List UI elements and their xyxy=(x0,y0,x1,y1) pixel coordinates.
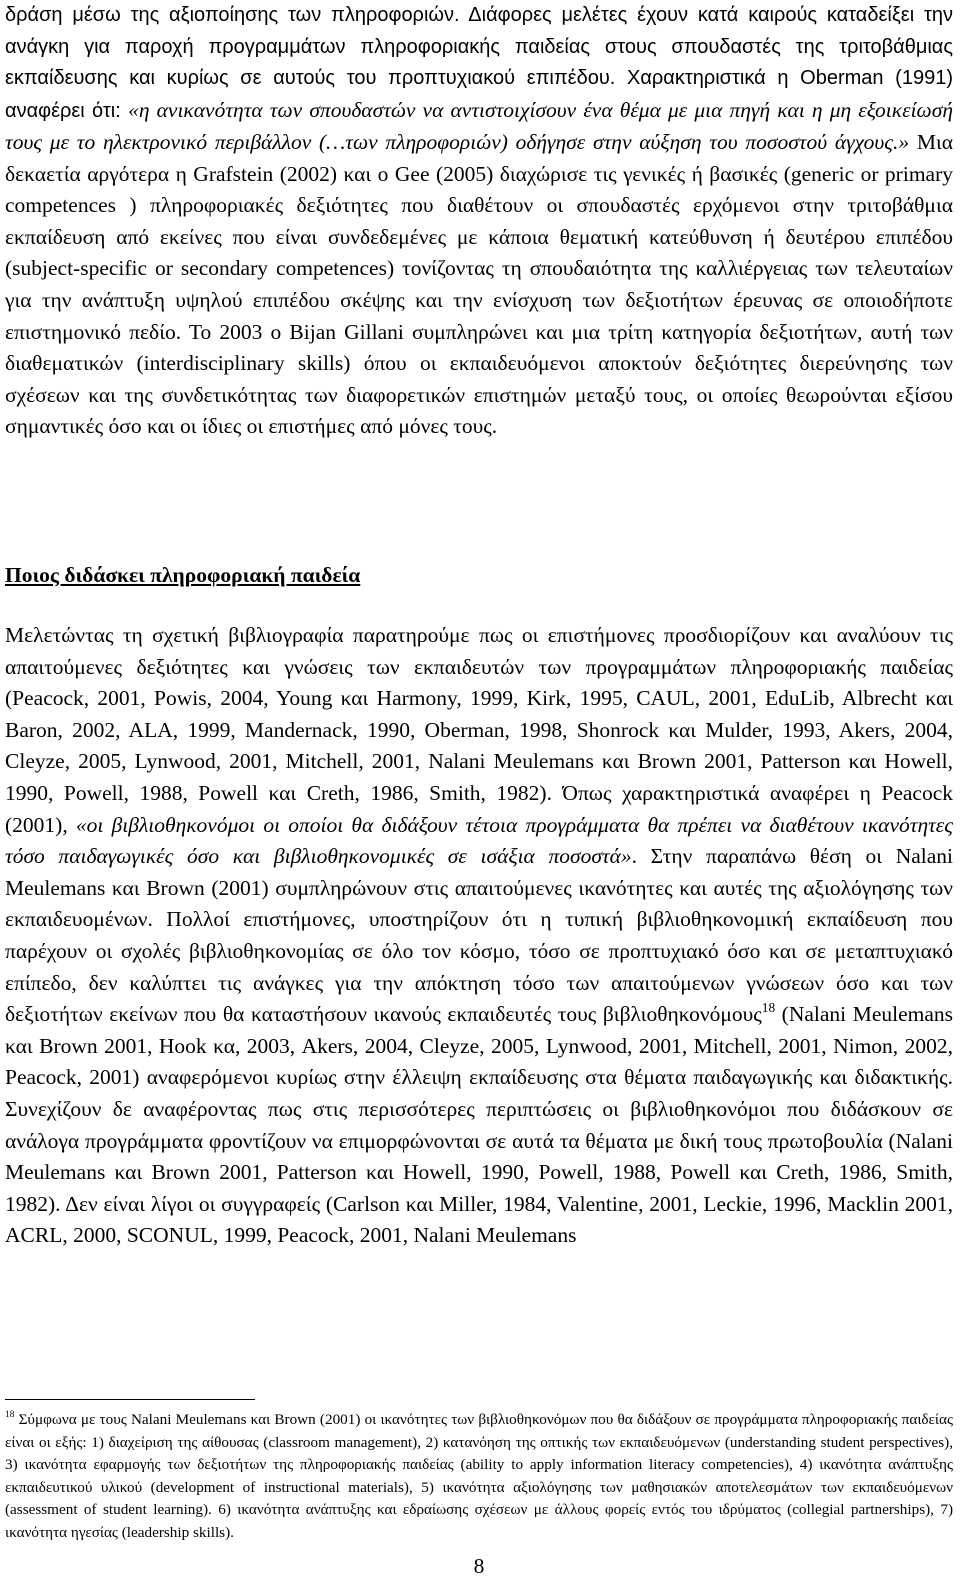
document-page xyxy=(5,0,953,1590)
oberman-quote: «η ανικανότητα των σπουδαστών να αντιστοιχίσουν ένα θέμα με μια πηγή και η μη εξοικείωσή τους με το ηλεκτρονικό περιβάλλον (…των πληροφοριών) οδήγησε στην αύξηση του ποσοστού άγχους.» xyxy=(5,97,953,154)
section-heading: Ποιος διδάσκει πληροφοριακή παιδεία xyxy=(5,563,361,587)
paragraph-2-end-text: (Nalani Meulemans και Brown 2001, Hook κα, 2003, Akers, 2004, Cleyze, 2005, Lynwood, 2001, Mitchell, 2001, Nimon, 2002, Peacock, 2001) αναφερόμενοι κυρίως στην έλλειψη εκπαίδευσης στα θέματα παιδαγωγικής και διδακτικής. Συνεχίζουν δε αναφέροντας πως στις περισσότερες περιπτώσεις οι βιβλιοθηκονόμοι που διδάσκουν σε ανάλογα προγράμματα φροντίζουν να επιμορφώνονται σε αυτά τα θέματα με δική τους πρωτοβουλία (Nalani Meulemans και Brown 2001, Patterson και Howell, 1990, Powell, 1988, Powell και Creth, 1986, Smith, 1982). Δεν είναι λίγοι οι συγγραφείς (Carlson και Miller, 1984, Valentine, 2001, Leckie, 1996, Macklin 2001, ACRL, 2000, SCONUL, 1999, Peacock, 2001, Nalani Meulemans xyxy=(5,1002,954,1248)
footnote-number: 18 xyxy=(5,1410,15,1420)
paragraph-2-middle-text: . Στην παραπάνω θέση οι Nalani Meulemans και Brown (2001) συμπληρώνουν στις απαιτούμενες ικανότητες και αυτές της αξιολόγησης των εκπαιδευομένων. Πολλοί επιστήμονες, υποστηρίζουν ότι η τυπική βιβλιοθηκονομική εκπαίδευση που παρέχουν οι σχολές βιβλιοθηκονομίας σε όλο τον κόσμο, τόσο σε προπτυχιακό όσο και σε μεταπτυχιακό επίπεδο, δεν καλύπτει τις ανάγκες για την απόκτηση τόσο των απαιτούμενων γνώσεων όσο και των δεξιοτήτων εκείνων που θα καταστήσουν ικανούς εκπαιδευτές τους βιβλιοθηκονόμους xyxy=(5,844,953,1027)
peacock-quote: «οι βιβλιοθηκονόμοι οι οποίοι θα διδάξουν τέτοια προγράμματα θα πρέπει να διαθέτουν ικανότητες τόσο παιδαγωγικές όσο και βιβλιοθηκονομικές σε ισάξια ποσοστά» xyxy=(5,812,953,869)
page-number: 8 xyxy=(473,1554,485,1578)
paragraph-1-intro-text: δράση μέσω της αξιοποίησης των πληροφοριών. Διάφορες μελέτες έχουν κατά καιρούς καταδείξει την ανάγκη για παροχή προγραμμάτων πληροφοριακής παιδείας στους σπουδαστές της τριτοβάθμιας εκπαίδευσης και κυρίως σε αυτούς του προπτυχιακού επιπέδου. Χαρακτηριστικά η Oberman (1991) αναφέρει ότι: xyxy=(5,4,953,122)
paragraph-1-grafstein-text: Μια δεκαετία αργότερα η Grafstein (2002) και ο Gee (2005) διαχώρισε τις γενικές ή βασικές (generic or primary competences ) πληροφοριακές δεξιότητες που διαθέτουν οι σπουδαστές ερχόμενοι στην τριτοβάθμια εκπαίδευση από εκείνες που είναι συνδεδεμένες με κάποια θεματική κατεύθυνση ή δευτέρου επιπέδου (subject-specific or secondary competences) τονίζοντας τη σπουδαιότητα της καλλιέργειας των τελευταίων για την ανάπτυξη υψηλού επιπέδου σκέψης και την ενίσχυση των δεξιοτήτων έρευνας σε οποιοδήποτε επιστημονικό πεδίο. xyxy=(5,130,953,344)
paragraph-2-intro-text: Μελετώντας τη σχετική βιβλιογραφία παρατηρούμε πως οι επιστήμονες προσδιορίζουν και αναλύουν τις απαιτούμενες δεξιότητες και γνώσεις των εκπαιδευτών των προγραμμάτων πληροφοριακής παιδείας (Peacock, 2001, Powis, 2004, Young και Harmony, 1999, Kirk, 1995, CAUL, 2001, EduLib, Albrecht και Baron, 2002, ALA, 1999, Mandernack, 1990, Oberman, 1998, Shonrock και Mulder, 1993, Akers, 2004, Cleyze, 2005, Lynwood, 2001, Mitchell, 2001, Nalani Meulemans και Brown 2001, Patterson και Howell, 1990, Powell, 1988, Powell και Creth, 1986, Smith, 1982). Όπως χαρακτηριστικά αναφέρει η Peacock (2001), xyxy=(5,623,953,837)
paragraph-1-gillani-text: Το 2003 ο Bijan Gillani συμπληρώνει και μια τρίτη κατηγορία δεξιοτήτων, αυτή των διαθεματικών (interdisciplinary skills) όπου οι εκπαιδευόμενοι αποκτούν δεξιότητες διερεύνησης των σχέσεων και της συνδετικότητας των διαφορετικών επιστημών μεταξύ τους, οι οποίες θεωρούνται εξίσου σημαντικές όσο και οι ίδιες οι επιστήμες από μόνες τους. xyxy=(5,319,953,439)
body-paragraph-2 xyxy=(5,620,953,1252)
footnote xyxy=(5,1409,953,1545)
body-paragraph-1 xyxy=(5,0,953,443)
footnote-separator xyxy=(5,1399,255,1400)
footnote-text: Σύμφωνα με τους Nalani Meulemans και Brown (2001) οι ικανότητες των βιβλιοθηκονόμων που θα διδάξουν σε προγράμματα πληροφοριακής παιδείας είναι οι εξής: 1) διαχείριση της αίθουσας (classroom management), 2) κατανόηση της οπτικής των εκπαιδευόμενων (understanding student perspectives), 3) ικανότητα εφαρμογής των δεξιοτήτων της πληροφοριακής παιδείας (ability to apply information literacy competencies), 4) ικανότητα ανάπτυξης εκπαιδευτικού υλικού (development of instructional materials), 5) ικανότητα αξιολόγησης των μαθησιακών αποτελεσμάτων των εκπαιδευόμενων (assessment of student learning). 6) ικανότητα ανάπτυξης και εδραίωσης σχέσεων με άλλους φορείς εντός του ιδρύματος (collegial partnerships), 7) ικανότητα ηγεσίας (leadership skills). xyxy=(5,1411,953,1541)
footnote-reference[interactable]: 18 xyxy=(761,999,776,1015)
